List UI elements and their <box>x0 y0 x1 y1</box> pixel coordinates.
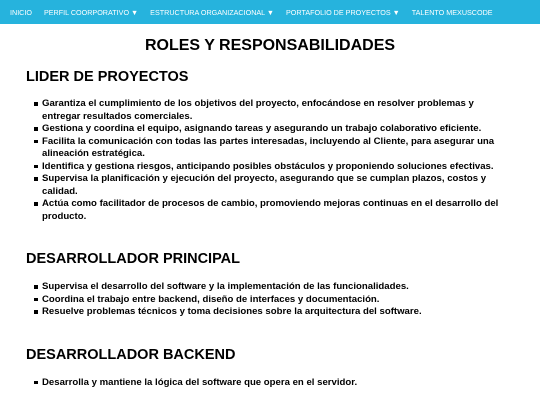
role-title: LIDER DE PROYECTOS <box>26 69 189 85</box>
responsibility-list <box>26 377 514 390</box>
role-section-desarrollador-backend <box>26 347 514 390</box>
nav-item-talento-mexuscode[interactable]: TALENTO MEXUSCODE <box>411 7 493 17</box>
responsibility-list <box>26 98 514 223</box>
list-item: Supervisa la planificación y ejecución del proyecto, asegurando que se cumplan plazos, costos y calidad. <box>34 173 514 198</box>
nav-item-portafolio-de-proyectos[interactable]: PORTAFOLIO DE PROYECTOS ▼ <box>286 7 400 17</box>
role-section-lider-de-proyectos <box>26 69 514 223</box>
nav-item-perfil-coorporativo[interactable]: PERFIL COORPORATIVO ▼ <box>43 7 139 17</box>
list-item: Garantiza el cumplimiento de los objetivos del proyecto, enfocándose en resolver problemas y entregar resultados comerciales. <box>34 98 514 123</box>
role-title: DESARROLLADOR PRINCIPAL <box>26 251 241 267</box>
responsibility-list <box>26 281 514 319</box>
top-navigation-bar <box>0 0 540 24</box>
list-item: Coordina el trabajo entre backend, diseño de interfaces y documentación. <box>34 294 514 307</box>
list-item: Desarrolla y mantiene la lógica del software que opera en el servidor. <box>34 377 514 390</box>
list-item: Identifica y gestiona riesgos, anticipando posibles obstáculos y proponiendo soluciones efectivas. <box>34 161 514 174</box>
role-section-desarrollador-principal <box>26 251 514 319</box>
list-item: Facilita la comunicación con todas las partes interesadas, incluyendo al Cliente, para asegurar una alineación estratégica. <box>34 136 514 161</box>
list-item: Supervisa el desarrollo del software y la implementación de las funcionalidades. <box>34 281 514 294</box>
roles-content <box>0 69 540 389</box>
list-item: Gestiona y coordina el equipo, asignando tareas y asegurando un trabajo colaborativo eficiente. <box>34 123 514 136</box>
list-item: Actúa como facilitador de procesos de cambio, promoviendo mejoras continuas en el desarrollo del producto. <box>34 198 514 223</box>
nav-item-estructura-organizacional[interactable]: ESTRUCTURA ORGANIZACIONAL ▼ <box>150 7 275 17</box>
list-item: Resuelve problemas técnicos y toma decisiones sobre la arquitectura del software. <box>34 306 514 319</box>
nav-item-inicio[interactable]: INICIO <box>10 7 32 17</box>
role-title: DESARROLLADOR BACKEND <box>26 346 236 363</box>
page-title: ROLES Y RESPONSABILIDADES <box>144 37 396 54</box>
